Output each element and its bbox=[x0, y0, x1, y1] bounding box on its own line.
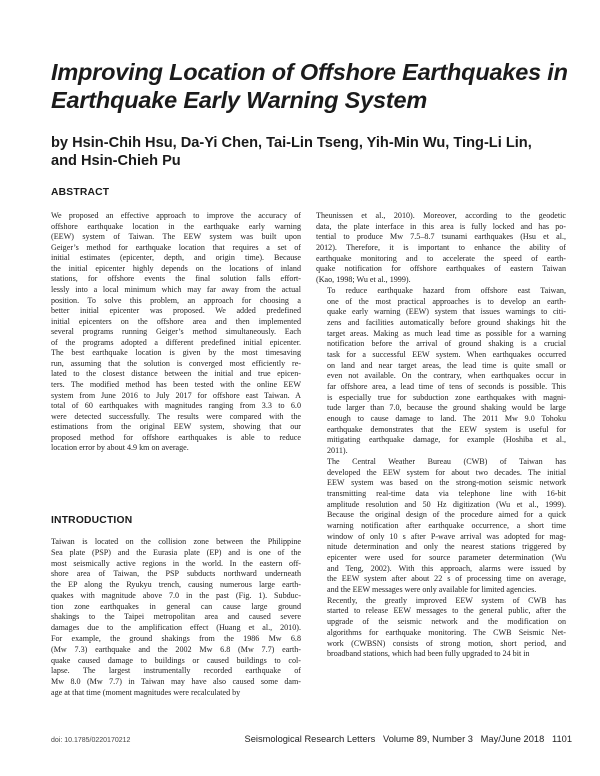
text-line: epicenter were used for source parameter determination (Wu bbox=[327, 553, 566, 562]
text-line: position. To solve this problem, an approach for choosing a bbox=[51, 295, 301, 305]
text-line: amplitude resolution and 50 Hz digitization (Wu et al., 1999). bbox=[327, 499, 566, 509]
text-line: even not available. On the contrary, when earthquakes occur in bbox=[327, 371, 566, 381]
text-line: upgrade of the seismic network and the modification on bbox=[327, 617, 566, 627]
text-line: proposed method for offshore earthquakes is able to reduce bbox=[51, 432, 301, 442]
text-line: several programs running Geiger’s method simultaneously. Each bbox=[51, 327, 301, 337]
text-line: To reduce earthquake hazard from offshore east Taiwan, bbox=[327, 285, 566, 295]
journal-name: Seismological Research Letters bbox=[244, 734, 376, 744]
text-line: warning notification after earthquake occurrence, a short time bbox=[327, 520, 566, 530]
text-line: window of only 10 s after P-wave arrival was adopted for mag- bbox=[327, 531, 566, 541]
text-line: lated to the closest distance between the initial and true epicen- bbox=[51, 369, 301, 379]
text-line: quake caused damage to buildings or caused buildings to col- bbox=[51, 655, 301, 665]
text-line: and the EEW messages were only available for limited agencies. bbox=[327, 585, 537, 595]
text-line: Theunissen et al., 2010). Moreover, according to the geodetic bbox=[316, 211, 566, 220]
text-line: tion zone earthquakes in general can cause large ground bbox=[51, 601, 301, 611]
text-line: the initial epicenter highly depends on the locations of inland bbox=[51, 263, 301, 273]
author-list bbox=[51, 134, 571, 170]
article-title bbox=[51, 58, 571, 114]
text-line: far offshore area, a lead time of tens of seconds is possible. This bbox=[327, 382, 566, 391]
text-line: stations, for offshore events the final solution falls effort- bbox=[51, 274, 301, 284]
text-line: initial estimates (epicenter, depth, and origin time). Because bbox=[51, 253, 301, 263]
text-line: work (CWBSN) consists of strong motion, short period, and bbox=[327, 638, 566, 648]
text-line: the EP along the Ryukyu trench, causing numerous large earth- bbox=[51, 580, 301, 590]
text-line: of the programs adopted a different predefined initial epicenter. bbox=[51, 337, 301, 347]
text-line: notification before the arrival of ground shaking is a crucial bbox=[327, 339, 566, 349]
abstract-heading: ABSTRACT bbox=[51, 187, 110, 198]
text-line: task for a successful EEW system. When earthquakes occurred bbox=[327, 349, 566, 359]
text-line: estimations from the original EEW system, showing that our bbox=[51, 422, 301, 432]
text-line: shore area of Taiwan, the PSP subducts northward underneath bbox=[51, 569, 301, 579]
text-line: quake notification for offshore earthquakes of eastern Taiwan bbox=[316, 264, 566, 274]
text-line: Mw 8.0 (Mw 7.7) in Taiwan may have also caused some dam- bbox=[51, 677, 301, 687]
text-line: transmitting real-time data via telephone line with 16-bit bbox=[327, 488, 566, 498]
text-line: age at that time (moment magnitudes were recalculated by bbox=[51, 687, 241, 697]
text-line: ters. The modified method has been tested with the online EEW bbox=[51, 380, 301, 389]
text-line: We proposed an effective approach to improve the accuracy of bbox=[51, 211, 301, 220]
text-line: location error by about 4.9 km on average. bbox=[51, 443, 189, 453]
intro-paragraph bbox=[51, 537, 301, 699]
text-line: is especially true for subduction zone earthquakes with magni- bbox=[327, 392, 566, 402]
text-line: on land and near target areas, the lead time is quite small or bbox=[327, 360, 566, 370]
abstract-paragraph bbox=[51, 211, 301, 454]
text-line: offshore earthquake location in the earthquake early warning bbox=[51, 221, 301, 231]
paragraph bbox=[316, 596, 566, 660]
page-number: 1101 bbox=[552, 734, 572, 744]
text-line: earthquake demonstrates that the EEW system is useful for bbox=[327, 424, 566, 434]
text-line: broadband stations, which had been fully upgraded to 24 bit in bbox=[327, 649, 530, 659]
authors-line-2: and Hsin-Chieh Pu bbox=[51, 153, 181, 169]
text-line: mitigating earthquake damage, for example (Hoshiba et al., bbox=[327, 435, 566, 445]
text-line: lessly into a local minimum which may far away from the actual bbox=[51, 284, 301, 294]
text-line: the EEW system after about 22 s of processing time on average, bbox=[327, 574, 566, 584]
text-line: better initial epicenter was proposed. We added predefined bbox=[51, 306, 301, 316]
paragraph bbox=[316, 286, 566, 457]
text-line: EEW system was based on the strong-motion seismic network bbox=[327, 478, 566, 488]
text-line: were detected successfully. The results were compared with the bbox=[51, 411, 301, 421]
text-line: developed the EEW system for about two decades. The initial bbox=[327, 467, 566, 477]
issue-date: May/June 2018 bbox=[480, 734, 545, 744]
text-line: quakes with magnitude above 7.0 in the past (Fig. 1). Subduc- bbox=[51, 590, 301, 600]
text-line: (Mw 7.3) earthquake and the 2002 Mw 6.8 (Mw 7.7) earth- bbox=[51, 644, 301, 654]
title-line-1: Improving Location of Offshore Earthquakes in bbox=[51, 59, 568, 85]
text-line: started to release EEW messages to the general public, after the bbox=[327, 606, 566, 616]
text-line: run, assuming that the solution is converged most efficiently re- bbox=[51, 358, 301, 368]
text-line: lapse. The largest instrumentally recorded earthquake of bbox=[51, 666, 301, 676]
text-line: initial epicenters on the offshore area and then implemented bbox=[51, 316, 301, 326]
text-line: target areas. Making as much lead time as possible for a warning bbox=[327, 328, 566, 338]
text-line: algorithms for earthquake monitoring. The CWB Seismic Net- bbox=[327, 627, 566, 637]
text-line: Because the original design of the procedure aimed for a quick bbox=[327, 510, 566, 520]
text-line: Geiger’s method for earthquake location that requires a set of bbox=[51, 242, 301, 252]
text-line: Sea plate (PSP) and the Eurasia plate (EP) and is one of the bbox=[51, 547, 301, 557]
text-line: nitude determination and only the nearest stations triggered by bbox=[327, 542, 566, 552]
text-line: quake early warning (EEW) system that issues warnings to citi- bbox=[327, 307, 566, 317]
text-line: 2012). Therefore, it is important to enhance the ability of bbox=[316, 243, 566, 253]
text-line: damages due to the amplification effect (Huang et al., 2010). bbox=[51, 623, 301, 633]
text-line: tude larger than 7.0, because the ground shaking would be large bbox=[327, 403, 566, 413]
paragraph bbox=[316, 211, 566, 286]
text-line: The Central Weather Bureau (CWB) of Taiwan has bbox=[327, 456, 566, 466]
page-footer bbox=[245, 734, 572, 744]
text-line: (EEW) system of Taiwan. The EEW system was built upon bbox=[51, 232, 301, 242]
text-line: For example, the ground shakings from the 1986 Mw 6.8 bbox=[51, 634, 301, 644]
introduction-text bbox=[51, 537, 301, 699]
text-line: and Teng, 2002). With this approach, alarms were issued by bbox=[327, 563, 566, 573]
text-line: data, the plate interface in this area is fully locked and has po- bbox=[316, 221, 566, 231]
text-line: (Kao, 1998; Wu et al., 1999). bbox=[316, 275, 411, 285]
right-column-text bbox=[316, 211, 566, 660]
text-line: enough to cause damage to land. The 2011 Mw 9.0 Tohoku bbox=[327, 414, 566, 424]
paragraph bbox=[316, 457, 566, 596]
introduction-heading: INTRODUCTION bbox=[51, 515, 133, 526]
abstract-text bbox=[51, 211, 301, 454]
text-line: tential to produce Mw 7.5–8.7 tsunami earthquakes (Hsu et al., bbox=[316, 232, 566, 242]
text-line: Recently, the greatly improved EEW system of CWB has bbox=[327, 595, 566, 605]
text-line: system from June 2016 to July 2017 for offshore east Taiwan. A bbox=[51, 390, 301, 400]
text-line: most seismically active regions in the world. In the eastern off- bbox=[51, 558, 301, 568]
authors-line-1: by Hsin-Chih Hsu, Da-Yi Chen, Tai-Lin Tseng, Yih-Min Wu, Ting-Li Lin, bbox=[51, 135, 532, 151]
text-line: shakings to the Taipei metropolitan area and caused severe bbox=[51, 612, 301, 622]
text-line: zens and facilities automatically before ground shakings hit the bbox=[327, 317, 566, 327]
text-line: earthquake monitoring and to accelerate the speed of earth- bbox=[316, 253, 566, 263]
title-line-2: Earthquake Early Warning System bbox=[51, 87, 428, 113]
volume-number: Volume 89, Number 3 bbox=[383, 734, 473, 744]
text-line: 2011). bbox=[327, 446, 348, 456]
text-line: total of 60 earthquakes with magnitudes ranging from 3.3 to 6.0 bbox=[51, 401, 301, 411]
text-line: Taiwan is located on the collision zone between the Philippine bbox=[51, 537, 301, 546]
text-line: one of the most practical approaches is to develop an earth- bbox=[327, 296, 566, 306]
doi: doi: 10.1785/0220170212 bbox=[51, 737, 131, 744]
text-line: The best earthquake location is given by the most timesaving bbox=[51, 348, 301, 358]
